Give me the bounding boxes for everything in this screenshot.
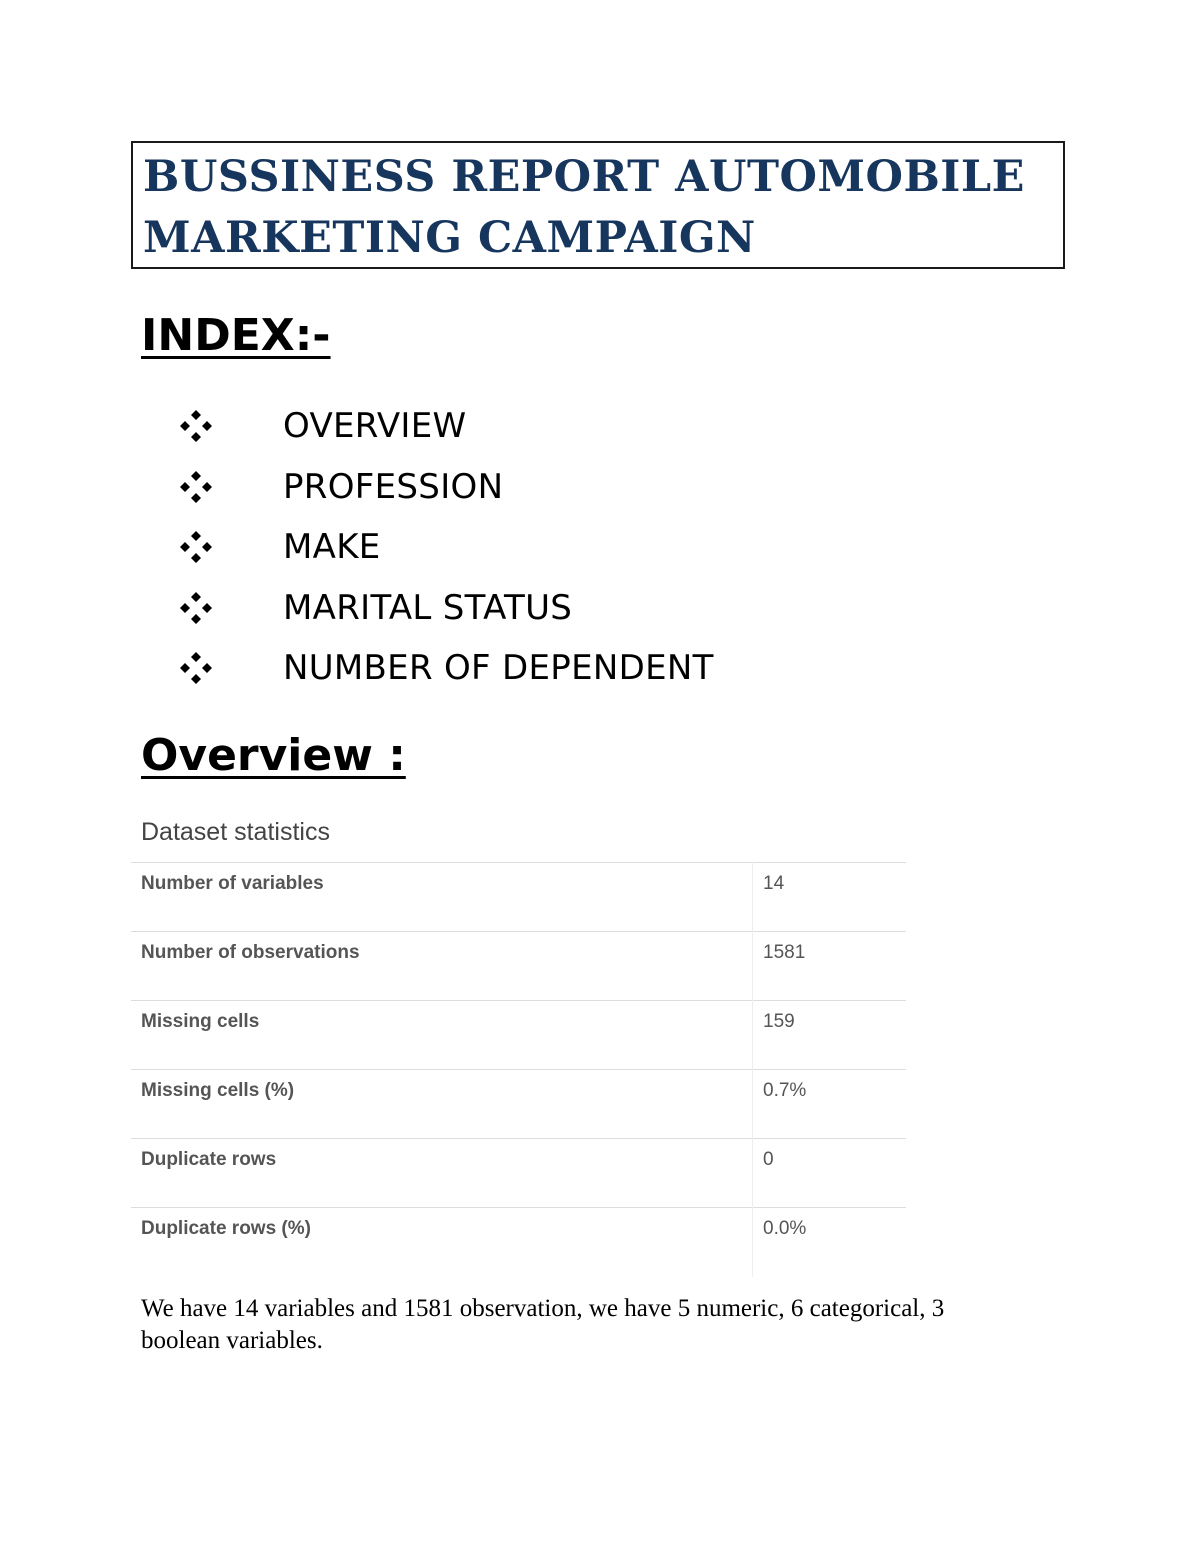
table-row bbox=[131, 1208, 906, 1277]
index-item-label: PROFESSION bbox=[283, 466, 504, 507]
table-row bbox=[131, 1139, 906, 1208]
four-diamond-bullet-icon bbox=[178, 590, 214, 626]
index-item-make bbox=[178, 517, 714, 578]
stat-value: 14 bbox=[763, 873, 785, 894]
stat-value: 0.0% bbox=[763, 1218, 807, 1239]
index-item-marital-status bbox=[178, 578, 714, 639]
index-item-label: MAKE bbox=[283, 527, 381, 568]
stat-label: Duplicate rows bbox=[131, 1139, 753, 1208]
stat-value: 0.7% bbox=[763, 1080, 807, 1101]
stat-label: Number of observations bbox=[131, 932, 753, 1001]
report-title-line-1: BUSSINESS REPORT AUTOMOBILE bbox=[143, 152, 1025, 202]
index-list bbox=[178, 396, 714, 699]
dataset-statistics-table bbox=[131, 862, 906, 1277]
stat-label: Missing cells (%) bbox=[131, 1070, 753, 1139]
overview-heading: Overview : bbox=[141, 730, 406, 781]
dataset-statistics-caption: Dataset statistics bbox=[141, 818, 330, 846]
stat-value: 159 bbox=[763, 1011, 795, 1032]
summary-line-2: boolean variables. bbox=[141, 1327, 323, 1354]
four-diamond-bullet-icon bbox=[178, 529, 214, 565]
four-diamond-bullet-icon bbox=[178, 469, 214, 505]
table-row bbox=[131, 1001, 906, 1070]
report-title-line-2: MARKETING CAMPAIGN bbox=[143, 213, 756, 263]
overview-summary bbox=[141, 1293, 1041, 1357]
index-item-label: MARITAL STATUS bbox=[283, 587, 573, 628]
stat-label: Duplicate rows (%) bbox=[131, 1208, 753, 1277]
table-row bbox=[131, 863, 906, 932]
table-row bbox=[131, 932, 906, 1001]
index-item-profession bbox=[178, 457, 714, 518]
report-title-box bbox=[131, 141, 1065, 269]
index-item-label: NUMBER OF DEPENDENT bbox=[283, 648, 714, 689]
summary-line-1: We have 14 variables and 1581 observation, we have 5 numeric, 6 categorical, 3 bbox=[141, 1295, 945, 1322]
four-diamond-bullet-icon bbox=[178, 650, 214, 686]
four-diamond-bullet-icon bbox=[178, 408, 214, 444]
index-item-number-of-dependent bbox=[178, 638, 714, 699]
table-row bbox=[131, 1070, 906, 1139]
index-item-label: OVERVIEW bbox=[283, 406, 467, 447]
index-heading: INDEX:- bbox=[141, 310, 331, 361]
stat-label: Missing cells bbox=[131, 1001, 753, 1070]
stat-value: 0 bbox=[763, 1149, 774, 1170]
index-item-overview bbox=[178, 396, 714, 457]
stat-value: 1581 bbox=[763, 942, 806, 963]
stat-label: Number of variables bbox=[131, 863, 753, 932]
